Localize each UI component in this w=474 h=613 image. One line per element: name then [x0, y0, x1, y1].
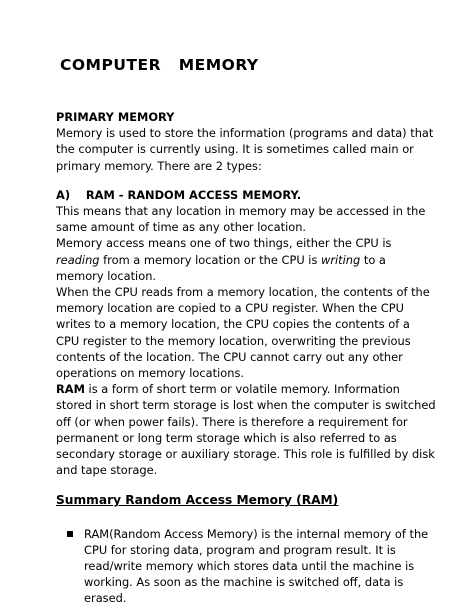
square-bullet-icon — [67, 531, 73, 537]
paragraph-ram-volatile — [56, 381, 436, 478]
text-span: is a form of short term or volatile memory. Information stored in short term storage is lost when the computer is switched off (or when power fails). There is therefore a requirement for permanent or long term storage which is also referred to as secondary storage or auxiliary storage. This role is fulfilled by disk and tape storage. — [56, 382, 436, 478]
text-span: from a memory location or the CPU is — [99, 252, 321, 267]
document-title: COMPUTER MEMORY — [60, 56, 259, 74]
ram-heading: A) RAM - RANDOM ACCESS MEMORY. — [56, 187, 302, 202]
paragraph-memory-access — [56, 235, 436, 284]
intro-paragraph: Memory is used to store the information (programs and data) that the computer is currently using. It is sometimes called main or primary memory. There are 2 types: — [56, 126, 434, 173]
ram-term: RAM — [56, 382, 85, 397]
document-body — [56, 109, 436, 607]
bullet-text: RAM(Random Access Memory) is the internal memory of the CPU for storing data, program and program result. It is read/write memory which stores data until the machine is working. As soon as the machine is switched off, data is erased. — [84, 526, 429, 606]
primary-memory-heading: PRIMARY MEMORY — [56, 110, 175, 124]
summary-bullet-list — [56, 526, 436, 607]
paragraph-access-time: This means that any location in memory may be accessed in the same amount of time as any other location. — [56, 204, 426, 235]
summary-heading: Summary Random Access Memory (RAM) — [56, 493, 339, 508]
emphasis-reading: reading — [56, 252, 100, 267]
text-span: Memory access means one of two things, either the CPU is — [56, 236, 392, 251]
bullet-item — [84, 526, 436, 607]
text-span: to a memory location. — [56, 252, 386, 283]
paragraph-cpu-operations: When the CPU reads from a memory location, the contents of the memory location are copied to a CPU register. When the CPU writes to a memory location, the CPU copies the contents of a CPU register to the memory location, overwriting the previous contents of the location. The CPU cannot carry out any other operations on memory locations. — [56, 285, 430, 381]
emphasis-writing: writing — [321, 252, 361, 267]
